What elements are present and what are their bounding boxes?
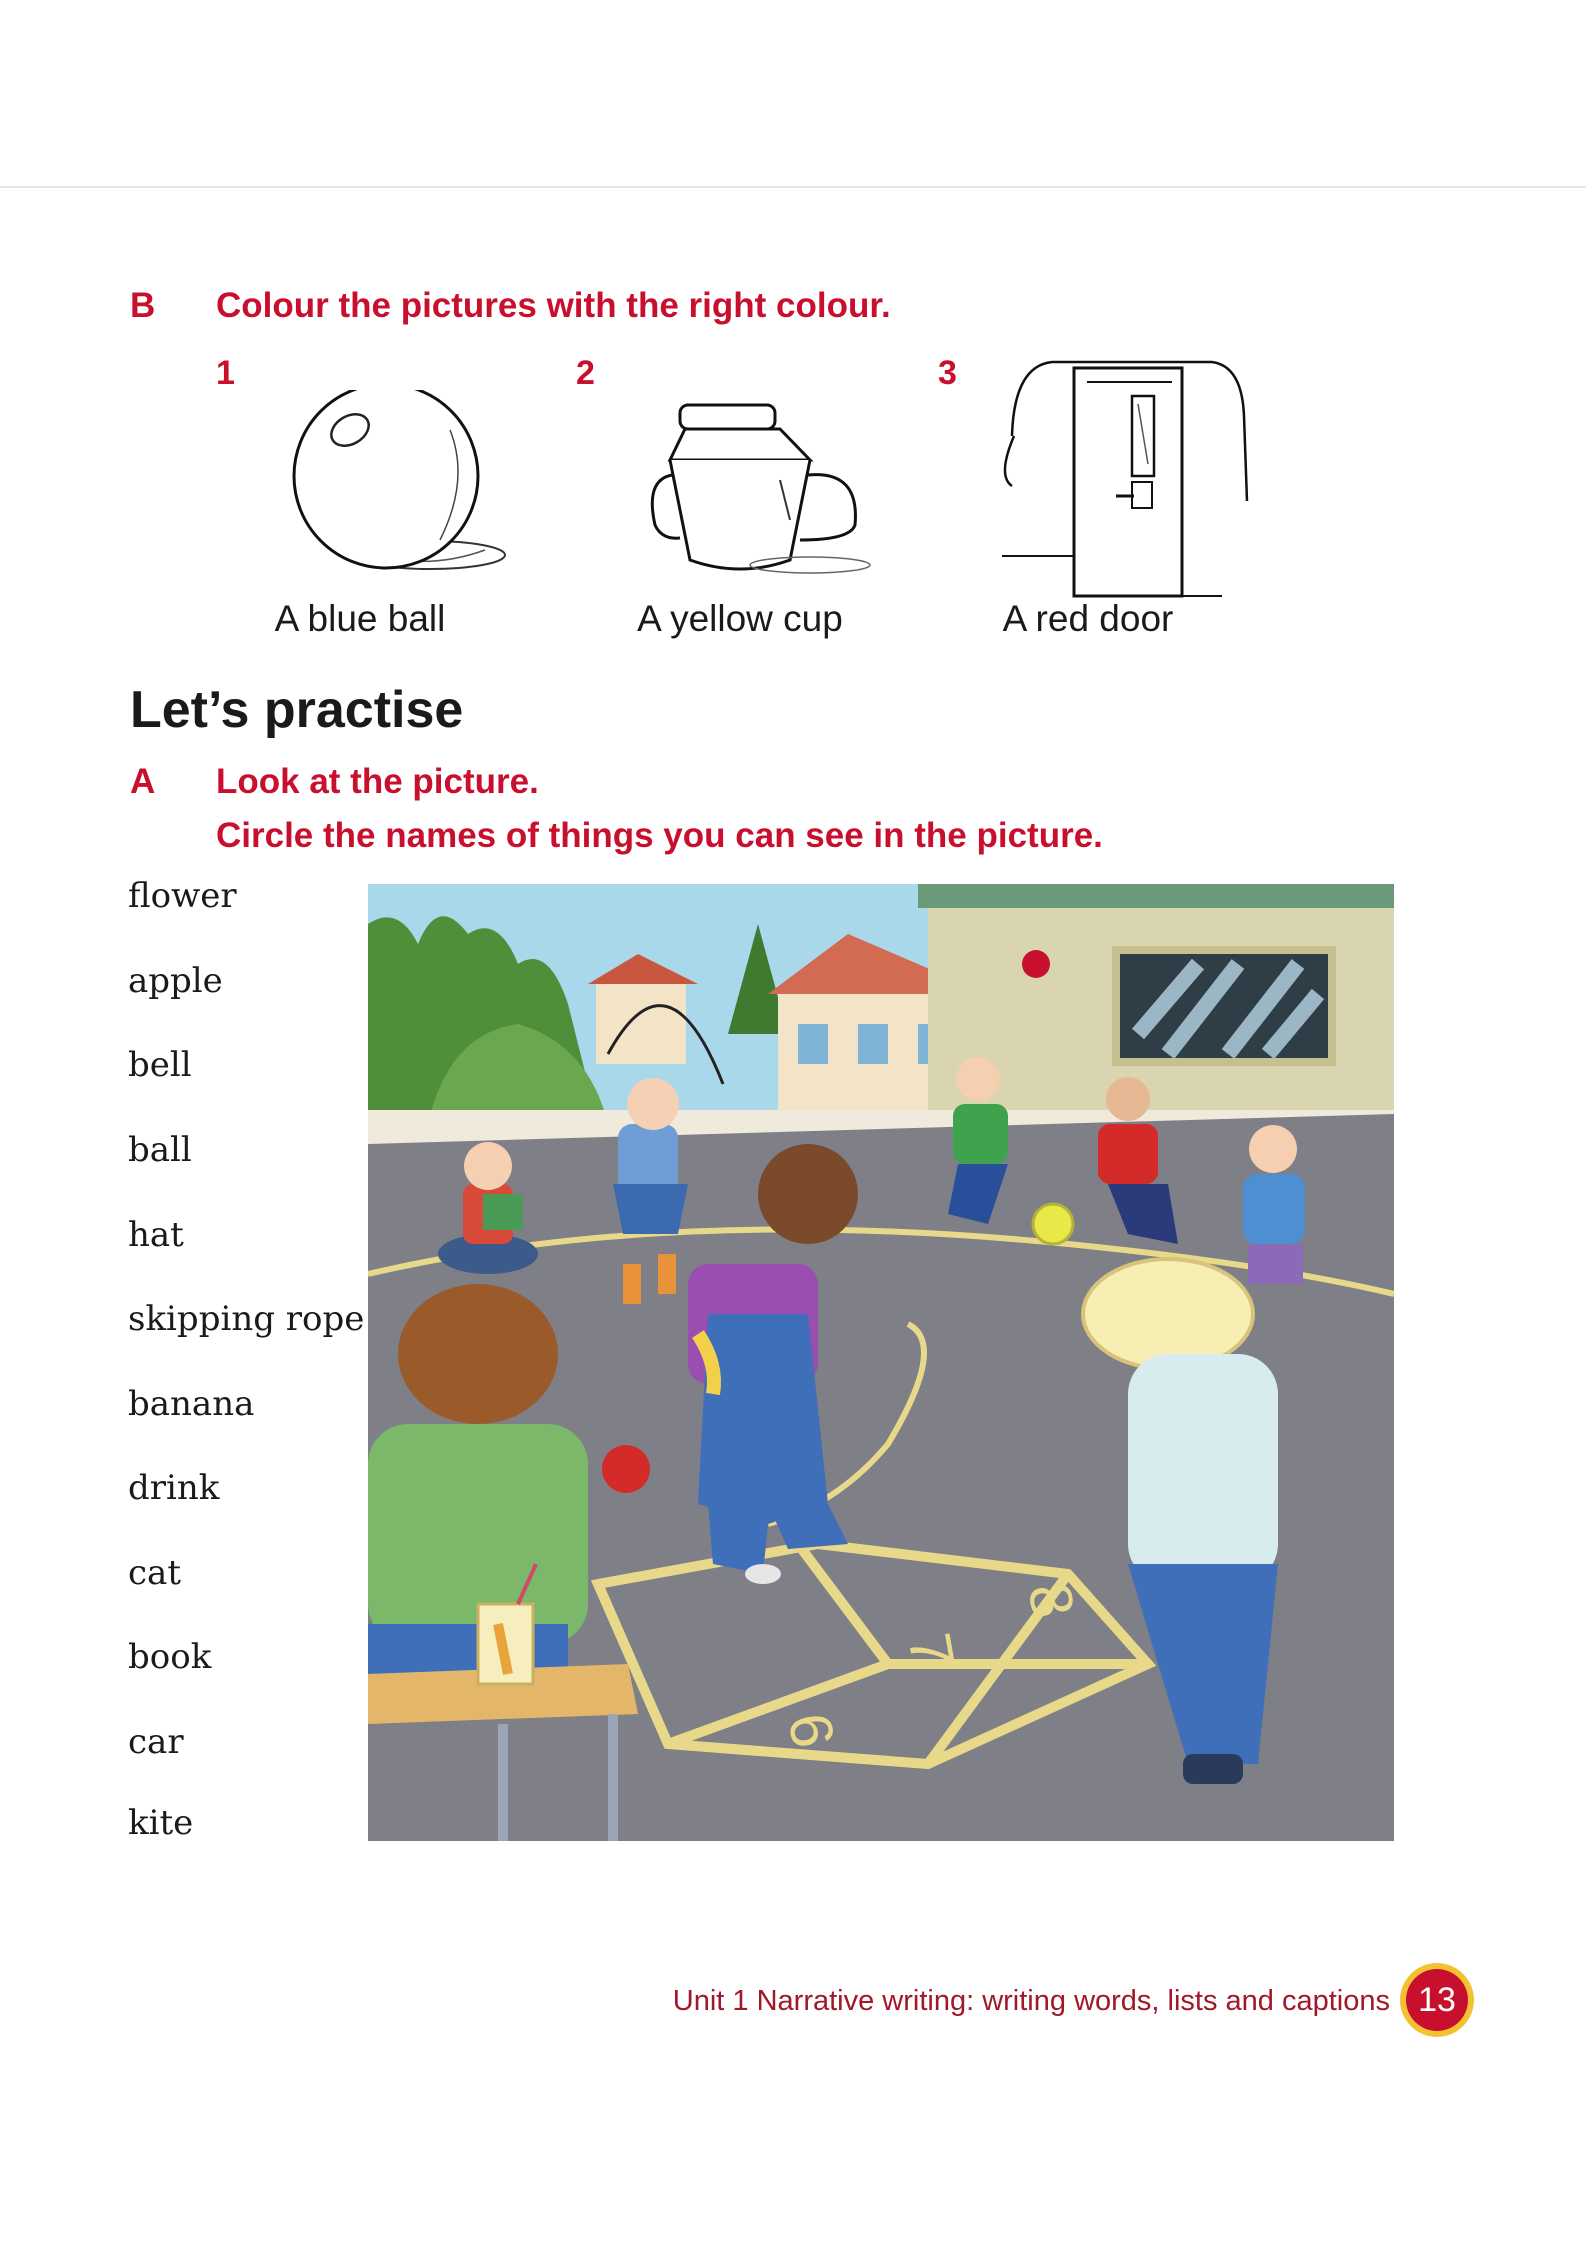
word-kite[interactable]: kite [128, 1803, 194, 1843]
item-number-3: 3 [938, 354, 957, 392]
cup-outline-picture[interactable] [650, 400, 880, 580]
caption-blue-ball: A blue ball [274, 598, 446, 639]
girl-blue-hoodie [1243, 1125, 1305, 1284]
ball-outline-picture[interactable] [280, 390, 520, 580]
practise-a-letter: A [130, 762, 156, 801]
word-banana[interactable]: banana [128, 1384, 255, 1424]
word-car[interactable]: car [128, 1722, 184, 1762]
word-apple[interactable]: apple [128, 961, 223, 1001]
word-book[interactable]: book [128, 1637, 212, 1677]
book [483, 1194, 523, 1230]
section-b-letter: B [130, 286, 156, 325]
hopscotch-number-6: 6 [775, 1708, 848, 1753]
hopscotch-number-8: 8 [1015, 1578, 1088, 1623]
word-flower[interactable]: flower [128, 876, 237, 916]
playground-scene-illustration [368, 884, 1394, 1841]
word-skipping-rope[interactable]: skipping rope [128, 1299, 365, 1339]
header-divider [0, 186, 1586, 188]
footer-unit-title: Unit 1 Narrative writing: writing words, lists and captions [672, 1985, 1390, 2017]
door-outline-picture[interactable] [992, 356, 1252, 602]
word-hat[interactable]: hat [128, 1215, 184, 1255]
caption-yellow-cup: A yellow cup [637, 598, 843, 639]
page-number-badge [1400, 1963, 1474, 2037]
lets-practise-heading: Let’s practise [130, 681, 464, 739]
page-number: 13 [1406, 1969, 1468, 2031]
word-ball[interactable]: ball [128, 1130, 192, 1170]
word-drink[interactable]: drink [128, 1468, 220, 1508]
hat [1083, 1259, 1253, 1369]
section-b-instruction: Colour the pictures with the right colour. [216, 286, 891, 325]
word-cat[interactable]: cat [128, 1553, 181, 1593]
word-bell[interactable]: bell [128, 1045, 192, 1085]
caption-red-door: A red door [1002, 598, 1174, 639]
apple [602, 1445, 650, 1493]
item-number-2: 2 [576, 354, 595, 392]
item-number-1: 1 [216, 354, 235, 392]
practise-instruction-2: Circle the names of things you can see in the picture. [216, 816, 1103, 855]
ball [1033, 1204, 1073, 1244]
hopscotch-number-7: 7 [895, 1628, 968, 1673]
practise-instruction-1: Look at the picture. [216, 762, 539, 801]
bell [1022, 950, 1050, 978]
